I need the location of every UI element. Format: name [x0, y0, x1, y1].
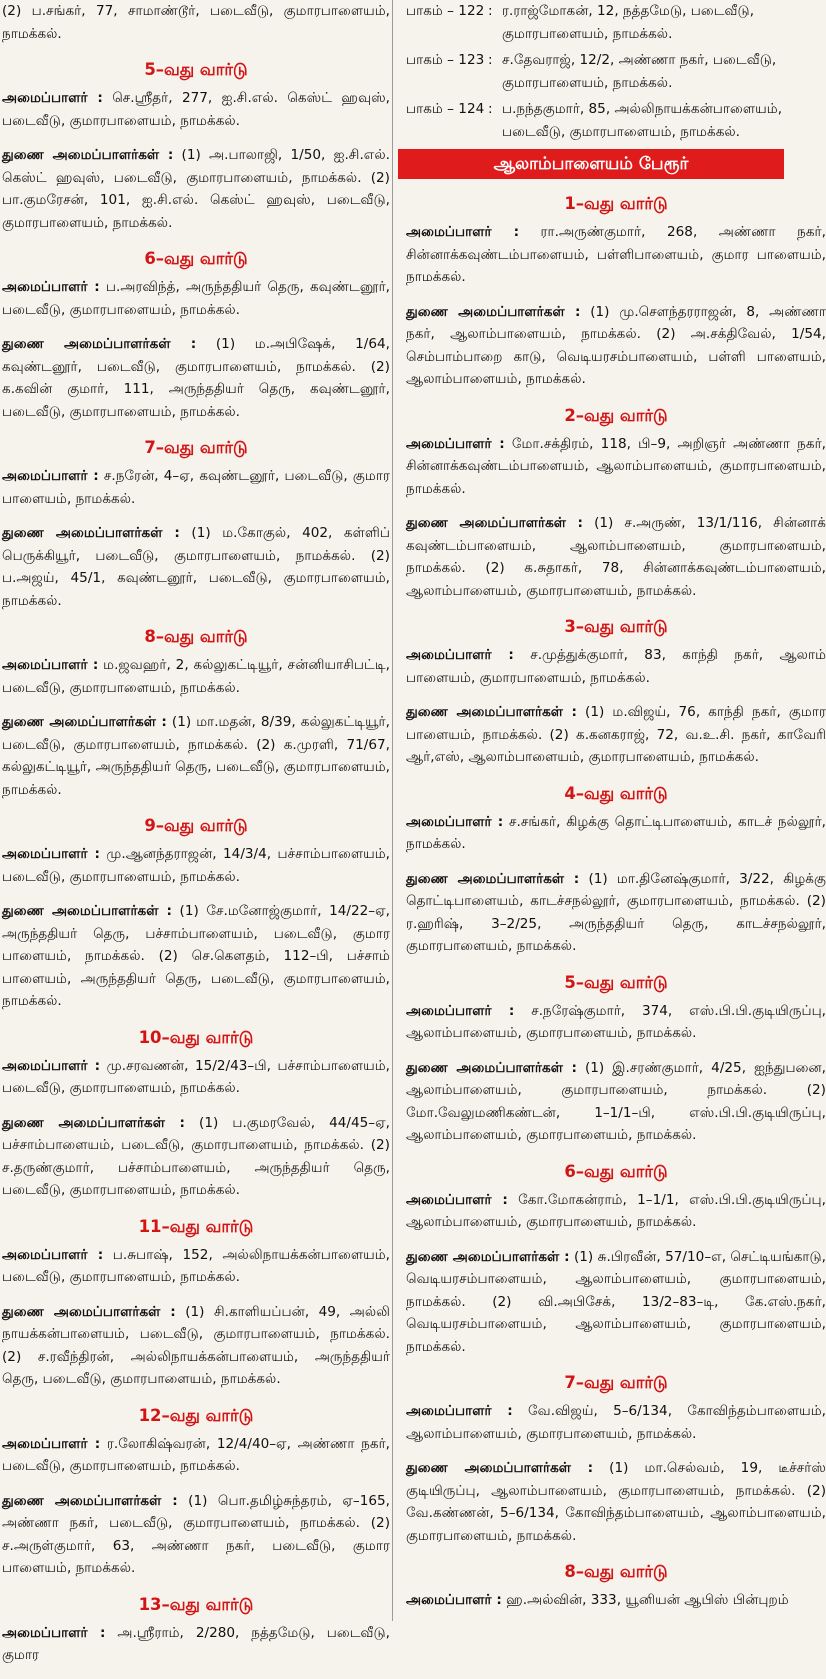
ward-deputies	[406, 1246, 826, 1359]
ward-deputies	[2, 144, 390, 234]
deputy-label: துணை அமைப்பாளர்கள் :	[406, 704, 577, 720]
ward-heading: 8–வது வார்டு	[144, 627, 248, 646]
leader-text: ஹ.அல்வின், 333, யூனியன் ஆபிஸ் பின்புறம்	[501, 1592, 789, 1608]
deputy-label: துணை அமைப்பாளர்கள் :	[2, 336, 197, 352]
leader-text: அ.ஸ்ரீராம், 2/280, நத்தமேடு, படைவீடு, குமார	[2, 1624, 390, 1663]
top-fragment: (2) ப.சங்கர், 77, சாமாண்டூர், படைவீடு, குமாரபாளையம், நாமக்கல்.	[2, 3, 390, 42]
deputy-label: துணை அமைப்பாளர்கள் :	[406, 870, 580, 887]
deputy-text: (1) சி.காளியப்பன், 49, அல்லி நாயக்கன்பாளையம், படைவீடு, குமாரபாளையம், நாமக்கல். (2) ச.ரவீந்திரன், அல்லிநாயக்கன்பாளையம், அருந்ததியர் தெரு, படைவீடு, குமாரபாளையம், நாமக்கல்.	[2, 1303, 390, 1387]
leader-label: அமைப்பாளர் :	[2, 1624, 106, 1641]
ward-leader	[2, 465, 390, 510]
ward-deputies	[2, 900, 390, 1013]
deputy-text: (1) ச.அருண், 13/1/116, சின்னாக் கவுண்டம்பாளையம், ஆலாம்பாளையம், குமாரபாளையம், நாமக்கல். (2) க.சுதாகர், 78, சின்னாக்கவுண்டம்பாளையம், ஆலாம்பாளையம், குமாரபாளையம், நாமக்கல்.	[406, 515, 826, 599]
ward-heading: 6–வது வார்டு	[144, 249, 248, 268]
booth-number: பாகம் – 124	[406, 101, 485, 117]
deputy-text: (1) ம.விஜய், 76, காந்தி நகர், குமார பாளையம், நாமக்கல். (2) க.கனகராஜ், 72, வ.உ.சி. நகர், காவேரி ஆர்,எஸ், ஆலாம்பாளையம், குமாரபாளையம், நாமக்கல்.	[406, 704, 826, 765]
ward-heading: 7–வது வார்டு	[144, 438, 248, 457]
booth-incharge: ச.தேவராஜ், 12/2, அண்ணா நகர், படைவீடு, குமாரபாளையம், நாமக்கல்.	[502, 52, 777, 91]
leader-text: ப.சுபாஷ், 152, அல்லிநாயக்கன்பாளையம், படைவீடு, குமாரபாளையம், நாமக்கல்.	[2, 1246, 390, 1285]
ward-leader	[406, 1189, 826, 1234]
deputy-text: (1) ம.அபிஷேக், 1/64, கவுண்டனூர், படைவீடு, குமாரபாளையம், நாமக்கல். (2) க.கவின் குமார், 111, அருந்ததியர் தெரு, கவுண்டனூர், படைவீடு, குமாரபாளையம், நாமக்கல்.	[2, 336, 390, 420]
leader-label: அமைப்பாளர் :	[2, 657, 99, 673]
ward-deputies	[2, 711, 390, 801]
town-banner: ஆலாம்பாளையம் பேரூர்	[398, 149, 784, 179]
deputy-text: (1) அ.பாலாஜி, 1/50, ஐ.சி.எல். கெஸ்ட் ஹவுஸ், படைவீடு, குமாரபாளையம், நாமக்கல். (2) பா.குமரேசன், 101, ஐ.சி.எல். கெஸ்ட் ஹவுஸ், படைவீடு, குமாரபாளையம், நாமக்கல்.	[2, 147, 390, 231]
leader-label: அமைப்பாளர் :	[2, 1057, 101, 1074]
deputy-label: துணை அமைப்பாளர்கள் :	[2, 714, 167, 730]
booth-incharge: ர.ராஜ்மோகன், 12, நத்தமேடு, படைவீடு, குமாரபாளையம், நாமக்கல்.	[502, 3, 755, 42]
ward-leader	[406, 1000, 826, 1045]
deputy-text: (1) ம.கோகுல், 402, கள்ளிப் பெருக்கியூர், படைவீடு, குமாரபாளையம், நாமக்கல். (2) ப.அஜய், 45/1, கவுண்டனூர், படைவீடு, குமாரபாளையம், நாமக்கல்.	[2, 525, 390, 609]
deputy-label: துணை அமைப்பாளர்கள் :	[2, 1492, 178, 1509]
deputy-label: துணை அமைப்பாளர்கள் :	[2, 525, 180, 541]
deputy-label: துணை அமைப்பாளர்கள் :	[406, 1059, 577, 1076]
booth-separator: :	[488, 3, 493, 19]
leader-text: வே.விஜய், 5–6/134, கோவிந்தம்பாளையம், ஆலாம்பாளையம், குமாரபாளையம், நாமக்கல்.	[406, 1403, 826, 1442]
deputy-label: துணை அமைப்பாளர்கள் :	[2, 147, 174, 163]
ward-heading: 10–வது வார்டு	[138, 1027, 254, 1047]
deputy-label: துணை அமைப்பாளர்கள் :	[406, 1248, 570, 1265]
ward-leader	[406, 1589, 826, 1612]
leader-text: செ.ஸ்ரீதர், 277, ஐ.சி.எல். கெஸ்ட் ஹவுஸ், படைவீடு, குமாரபாளையம், நாமக்கல்.	[2, 90, 391, 129]
leader-text: ப.அரவிந்த், அருந்ததியர் தெரு, கவுண்டனூர், படைவீடு, குமாரபாளையம், நாமக்கல்.	[2, 279, 390, 318]
booth-row	[406, 98, 826, 143]
right-column	[398, 0, 826, 1624]
deputy-text: (1) பொ.தமிழ்சுந்தரம், ஏ–165, அண்ணா நகர், படைவீடு, குமாரபாளையம், நாமக்கல். (2) ச.அருள்குமார், 63, அண்ணா நகர், படைவீடு, குமார பாளையம், நாமக்கல்.	[2, 1492, 390, 1576]
leader-label: அமைப்பாளர் :	[406, 1002, 515, 1019]
deputy-text: (1) சு.பிரவீன், 57/10–எ, செட்டியங்காடு, வெடியரசம்பாளையம், ஆலாம்பாளையம், குமாரபாளையம், நாமக்கல். (2) வி.அபிசேக், 13/2–83–டி, கே.எஸ்.நகர், வெடியரசம்பாளையம், ஆலாம்பாளையம், குமாரபாளையம், நாமக்கல்.	[406, 1248, 826, 1355]
ward-heading: 13–வது வார்டு	[138, 1594, 254, 1614]
ward-leader	[2, 1622, 390, 1667]
ward-deputies	[2, 1112, 390, 1202]
ward-leader	[2, 276, 390, 321]
deputy-label: துணை அமைப்பாளர்கள் :	[406, 303, 581, 320]
leader-text: மு.ஆனந்தராஜன், 14/3/4, பச்சாம்பாளையம், படைவீடு, குமாரபாளையம், நாமக்கல்.	[2, 846, 390, 885]
leader-label: அமைப்பாளர் :	[406, 647, 514, 663]
ward-deputies	[2, 522, 390, 612]
ward-deputies	[406, 301, 826, 391]
ward-heading: 9–வது வார்டு	[144, 816, 248, 835]
ward-leader	[406, 1400, 826, 1445]
leader-label: அமைப்பாளர் :	[406, 1592, 502, 1608]
leader-label: அமைப்பாளர் :	[2, 90, 103, 106]
leader-text: ச.சங்கர், கிழக்கு தொட்டிபாளையம், காடச் நல்லூர், நாமக்கல்.	[406, 813, 826, 852]
deputy-label: துணை அமைப்பாளர்கள் :	[2, 1114, 185, 1131]
booth-row	[406, 49, 826, 94]
deputy-text: (1) மா.தினேஷ்குமார், 3/22, கிழக்கு தொட்டிபாளையம், காடச்சநல்லூர், குமாரபாளையம், நாமக்கல். (2) ர.ஹரிஷ், 3–2/25, அருந்ததியர் தெரு, காடச்சநல்லூர், குமாரபாளையம், நாமக்கல்.	[406, 870, 826, 954]
ward-heading: 3–வது வார்டு	[564, 617, 668, 636]
ward-leader	[406, 221, 826, 289]
ward-heading: 7–வது வார்டு	[564, 1373, 668, 1392]
leader-text: மு.சரவணன், 15/2/43–பி, பச்சாம்பாளையம், படைவீடு, குமாரபாளையம், நாமக்கல்.	[2, 1057, 391, 1096]
right-ward-list	[406, 193, 826, 1547]
deputy-text: (1) இ.சரண்குமார், 4/25, ஐந்துபனை, ஆலாம்பாளையம், குமாரபாளையம், நாமக்கல். (2) மோ.வேலுமணிகண்டன், 1–1/1–பி, எஸ்.பி.பி.குடியிருப்பு, ஆலாம்பாளையம், குமாரபாளையம், நாமக்கல்.	[406, 1059, 826, 1143]
leader-label: அமைப்பாளர் :	[2, 1246, 104, 1263]
leader-text: ம.ஜவஹர், 2, கல்லுகட்டியூர், சன்னியாசிபட்டி, படைவீடு, குமாரபாளையம், நாமக்கல்.	[2, 657, 390, 696]
ward-leader	[2, 1433, 390, 1478]
ward-heading: 2–வது வார்டு	[564, 405, 668, 425]
leader-label: அமைப்பாளர் :	[406, 435, 505, 452]
ward-leader	[2, 654, 390, 699]
deputy-label: துணை அமைப்பாளர்கள் :	[2, 903, 172, 919]
left-column	[0, 0, 390, 1679]
ward-leader	[406, 433, 826, 501]
ward-leader	[2, 1055, 390, 1100]
leader-label: அமைப்பாளர் :	[406, 1403, 513, 1419]
deputy-text: (1) மா.செல்வம், 19, டீச்சர்ஸ் குடியிருப்பு, ஆலாம்பாளையம், குமாரபாளையம், நாமக்கல். (2) வே.கண்ணன், 5–6/134, கோவிந்தம்பாளையம், ஆலாம்பாளையம், குமாரபாளையம், நாமக்கல்.	[406, 1460, 826, 1544]
leader-label: அமைப்பாளர் :	[406, 1191, 508, 1208]
ward-deputies	[2, 1301, 390, 1391]
ward-deputies	[406, 868, 826, 958]
ward-heading: 5–வது வார்டு	[564, 972, 668, 992]
leader-label: அமைப்பாளர் :	[2, 846, 100, 862]
ward-heading: 6–வது வார்டு	[564, 1161, 668, 1181]
deputy-label: துணை அமைப்பாளர்கள் :	[406, 515, 583, 531]
leader-text: மோ.சக்திரம், 118, பி–9, அறிஞர் அண்ணா நகர், சின்னாக்கவுண்டம்பாளையம், ஆலாம்பாளையம், குமாரபாளையம், நாமக்கல்.	[406, 435, 826, 497]
booth-separator: :	[488, 101, 493, 117]
leader-label: அமைப்பாளர் :	[2, 468, 99, 484]
deputy-label: துணை அமைப்பாளர்கள் :	[406, 1460, 594, 1476]
ward-heading: 12–வது வார்டு	[138, 1405, 254, 1425]
booth-number: பாகம் – 122	[406, 3, 485, 19]
deputy-text: (1) சே.மனோஜ்குமார், 14/22–ஏ, அருந்ததியர் தெரு, பச்சாம்பாளையம், படைவீடு, குமார பாளையம், நாமக்கல். (2) செ.கௌதம், 112–பி, பச்சாம் பாளையம், அருந்ததியர் தெரு, படைவீடு, குமாரபாளையம், நாமக்கல்.	[2, 903, 390, 1009]
deputy-text: (1) ப.குமரவேல், 44/45–ஏ, பச்சாம்பாளையம், படைவீடு, குமாரபாளையம், நாமக்கல். (2) ச.தருண்குமார், பச்சாம்பாளையம், அருந்ததியர் தெரு, படைவீடு, குமாரபாளையம், நாமக்கல்.	[2, 1114, 390, 1198]
ward-leader	[2, 87, 390, 132]
leader-text: கோ.மோகன்ராம், 1–1/1, எஸ்.பி.பி.குடியிருப்பு, ஆலாம்பாளையம், குமாரபாளையம், நாமக்கல்.	[406, 1191, 826, 1230]
deputy-label: துணை அமைப்பாளர்கள் :	[2, 1303, 176, 1320]
booth-row	[406, 0, 826, 45]
ward-heading: 4–வது வார்டு	[564, 783, 668, 803]
leader-text: ரா.அருண்குமார், 268, அண்ணா நகர், சின்னாக்கவுண்டம்பாளையம், பள்ளிபாளையம், குமார பாளையம், நாமக்கல்.	[406, 224, 826, 285]
leader-text: ச.நரேன், 4–ஏ, கவுண்டனூர், படைவீடு, குமார பாளையம், நாமக்கல்.	[2, 468, 390, 507]
leader-label: அமைப்பாளர் :	[2, 279, 100, 295]
deputy-text: (1) மா.மதன், 8/39, கல்லுகட்டியூர், படைவீடு, குமாரபாளையம், நாமக்கல். (2) க.முரளி, 71/67, கல்லுகட்டியூர், அருந்ததியர் தெரு, படைவீடு, குமாரபாளையம், நாமக்கல்.	[2, 714, 390, 798]
ward-leader	[2, 843, 390, 888]
ward-deputies	[406, 512, 826, 602]
left-ward-list	[2, 59, 390, 1580]
ward-heading: 5–வது வார்டு	[144, 60, 248, 79]
ward-leader	[2, 1244, 390, 1289]
ward-heading: 8–வது வார்டு	[564, 1562, 668, 1581]
booth-incharge: ப.நந்தகுமார், 85, அல்லிநாயக்கன்பாளையம், படைவீடு, குமாரபாளையம், நாமக்கல்.	[502, 101, 783, 140]
ward-leader	[406, 644, 826, 689]
leader-label: அமைப்பாளர் :	[406, 224, 519, 240]
ward-heading: 1–வது வார்டு	[564, 194, 668, 213]
ward-deputies	[2, 1490, 390, 1580]
ward-deputies	[2, 333, 390, 423]
ward-deputies	[406, 1057, 826, 1147]
leader-text: ர.லோகிஷ்வரன், 12/4/40–ஏ, அண்ணா நகர், படைவீடு, குமாரபாளையம், நாமக்கல்.	[2, 1435, 390, 1474]
booth-separator: :	[488, 52, 493, 68]
booth-number: பாகம் – 123	[406, 52, 485, 68]
column-divider	[392, 0, 393, 1621]
leader-label: அமைப்பாளர் :	[406, 813, 504, 830]
leader-text: ச.நரேஷ்குமார், 374, எஸ்.பி.பி.குடியிருப்பு, ஆலாம்பாளையம், குமாரபாளையம், நாமக்கல்.	[406, 1002, 826, 1041]
ward-heading: 11–வது வார்டு	[138, 1216, 254, 1236]
ward-leader	[406, 811, 826, 856]
leader-text: ச.முத்துக்குமார், 83, காந்தி நகர், ஆலாம் பாளையம், குமாரபாளையம், நாமக்கல்.	[406, 647, 826, 686]
ward-deputies	[406, 1457, 826, 1547]
booth-list	[406, 0, 826, 143]
ward-deputies	[406, 701, 826, 769]
deputy-text: (1) மு.சௌந்தரராஜன், 8, அண்ணா நகர், ஆலாம்பாளையம், நாமக்கல். (2) அ.சக்திவேல், 1/54, செம்பாம்பாறை காடு, வெடியரசம்பாளையம், பள்ளி பாளையம், ஆலாம்பாளையம், நாமக்கல்.	[406, 303, 826, 387]
leader-label: அமைப்பாளர் :	[2, 1435, 101, 1452]
